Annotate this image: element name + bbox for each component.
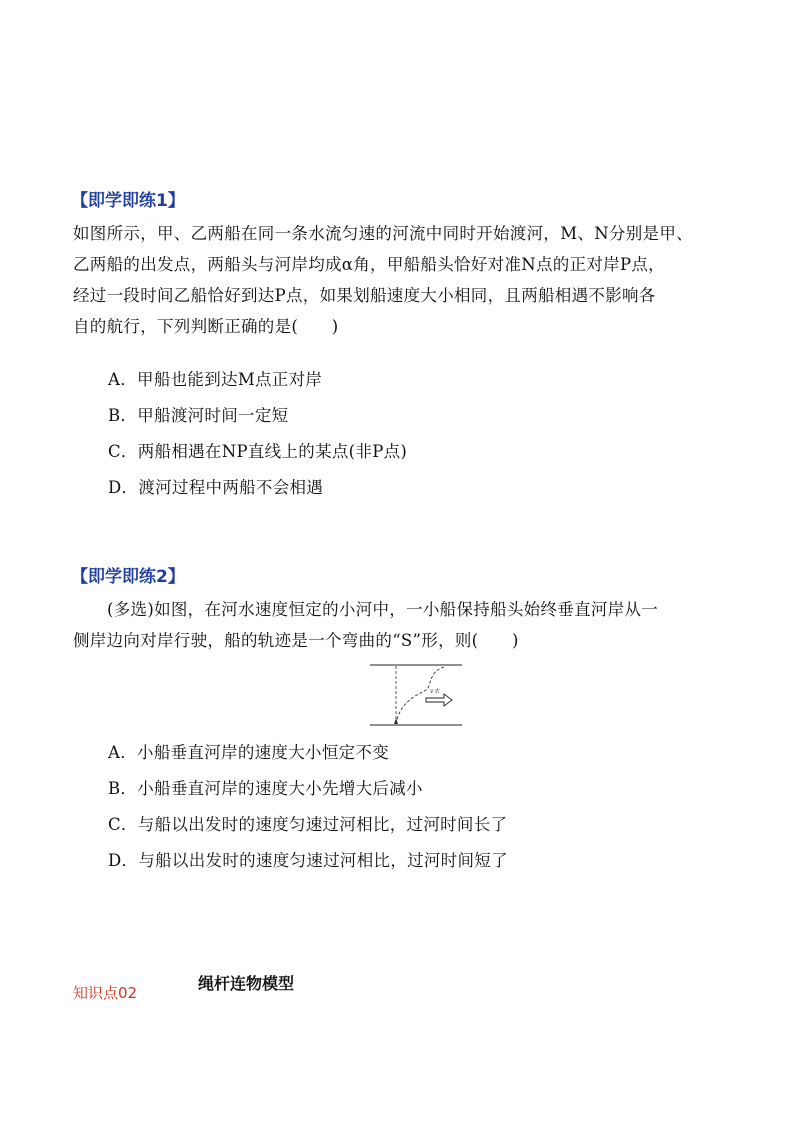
- question-line: (多选)如图，在河水速度恒定的小河中，一小船保持船头始终垂直河岸从一: [107, 600, 659, 619]
- exercise-2-heading: 【即学即练2】: [71, 567, 185, 587]
- option-a: A．小船垂直河岸的速度大小恒定不变: [108, 743, 390, 762]
- knowledge-point-title: 绳杆连物模型: [198, 974, 295, 993]
- exercise-2-question: [73, 594, 733, 656]
- exercise-1-heading: 【即学即练1】: [71, 191, 185, 211]
- option-b: B．小船垂直河岸的速度大小先增大后减小: [108, 779, 423, 798]
- option-c: C．两船相遇在NP直线上的某点(非P点): [108, 442, 408, 461]
- knowledge-point-label: 知识点02: [73, 984, 138, 1002]
- s-curve-trajectory: [396, 667, 444, 724]
- question-line: 自的航行，下列判断正确的是( ): [73, 317, 339, 336]
- exercise-1-question: [73, 218, 733, 342]
- option-c: C．与船以出发时的速度匀速过河相比，过河时间长了: [108, 815, 508, 834]
- question-line: 经过一段时间乙船恰好到达P点，如果划船速度大小相同，且两船相遇不影响各: [73, 286, 656, 305]
- water-velocity-label: v水: [430, 688, 440, 695]
- option-a: A．甲船也能到达M点正对岸: [108, 370, 323, 389]
- question-line: 侧岸边向对岸行驶，船的轨迹是一个弯曲的“S”形，则( ): [73, 631, 519, 650]
- question-line: 如图所示，甲、乙两船在同一条水流匀速的河流中同时开始渡河，M、N分别是甲、: [73, 224, 693, 243]
- river-s-path-figure: [370, 660, 462, 730]
- water-velocity-arrow-icon: [426, 694, 452, 706]
- option-b: B．甲船渡河时间一定短: [108, 406, 289, 425]
- option-d: D．渡河过程中两船不会相遇: [108, 478, 324, 497]
- question-line: 乙两船的出发点，两船头与河岸均成α角，甲船船头恰好对准N点的正对岸P点，: [73, 255, 665, 274]
- option-d: D．与船以出发时的速度匀速过河相比，过河时间短了: [108, 851, 508, 870]
